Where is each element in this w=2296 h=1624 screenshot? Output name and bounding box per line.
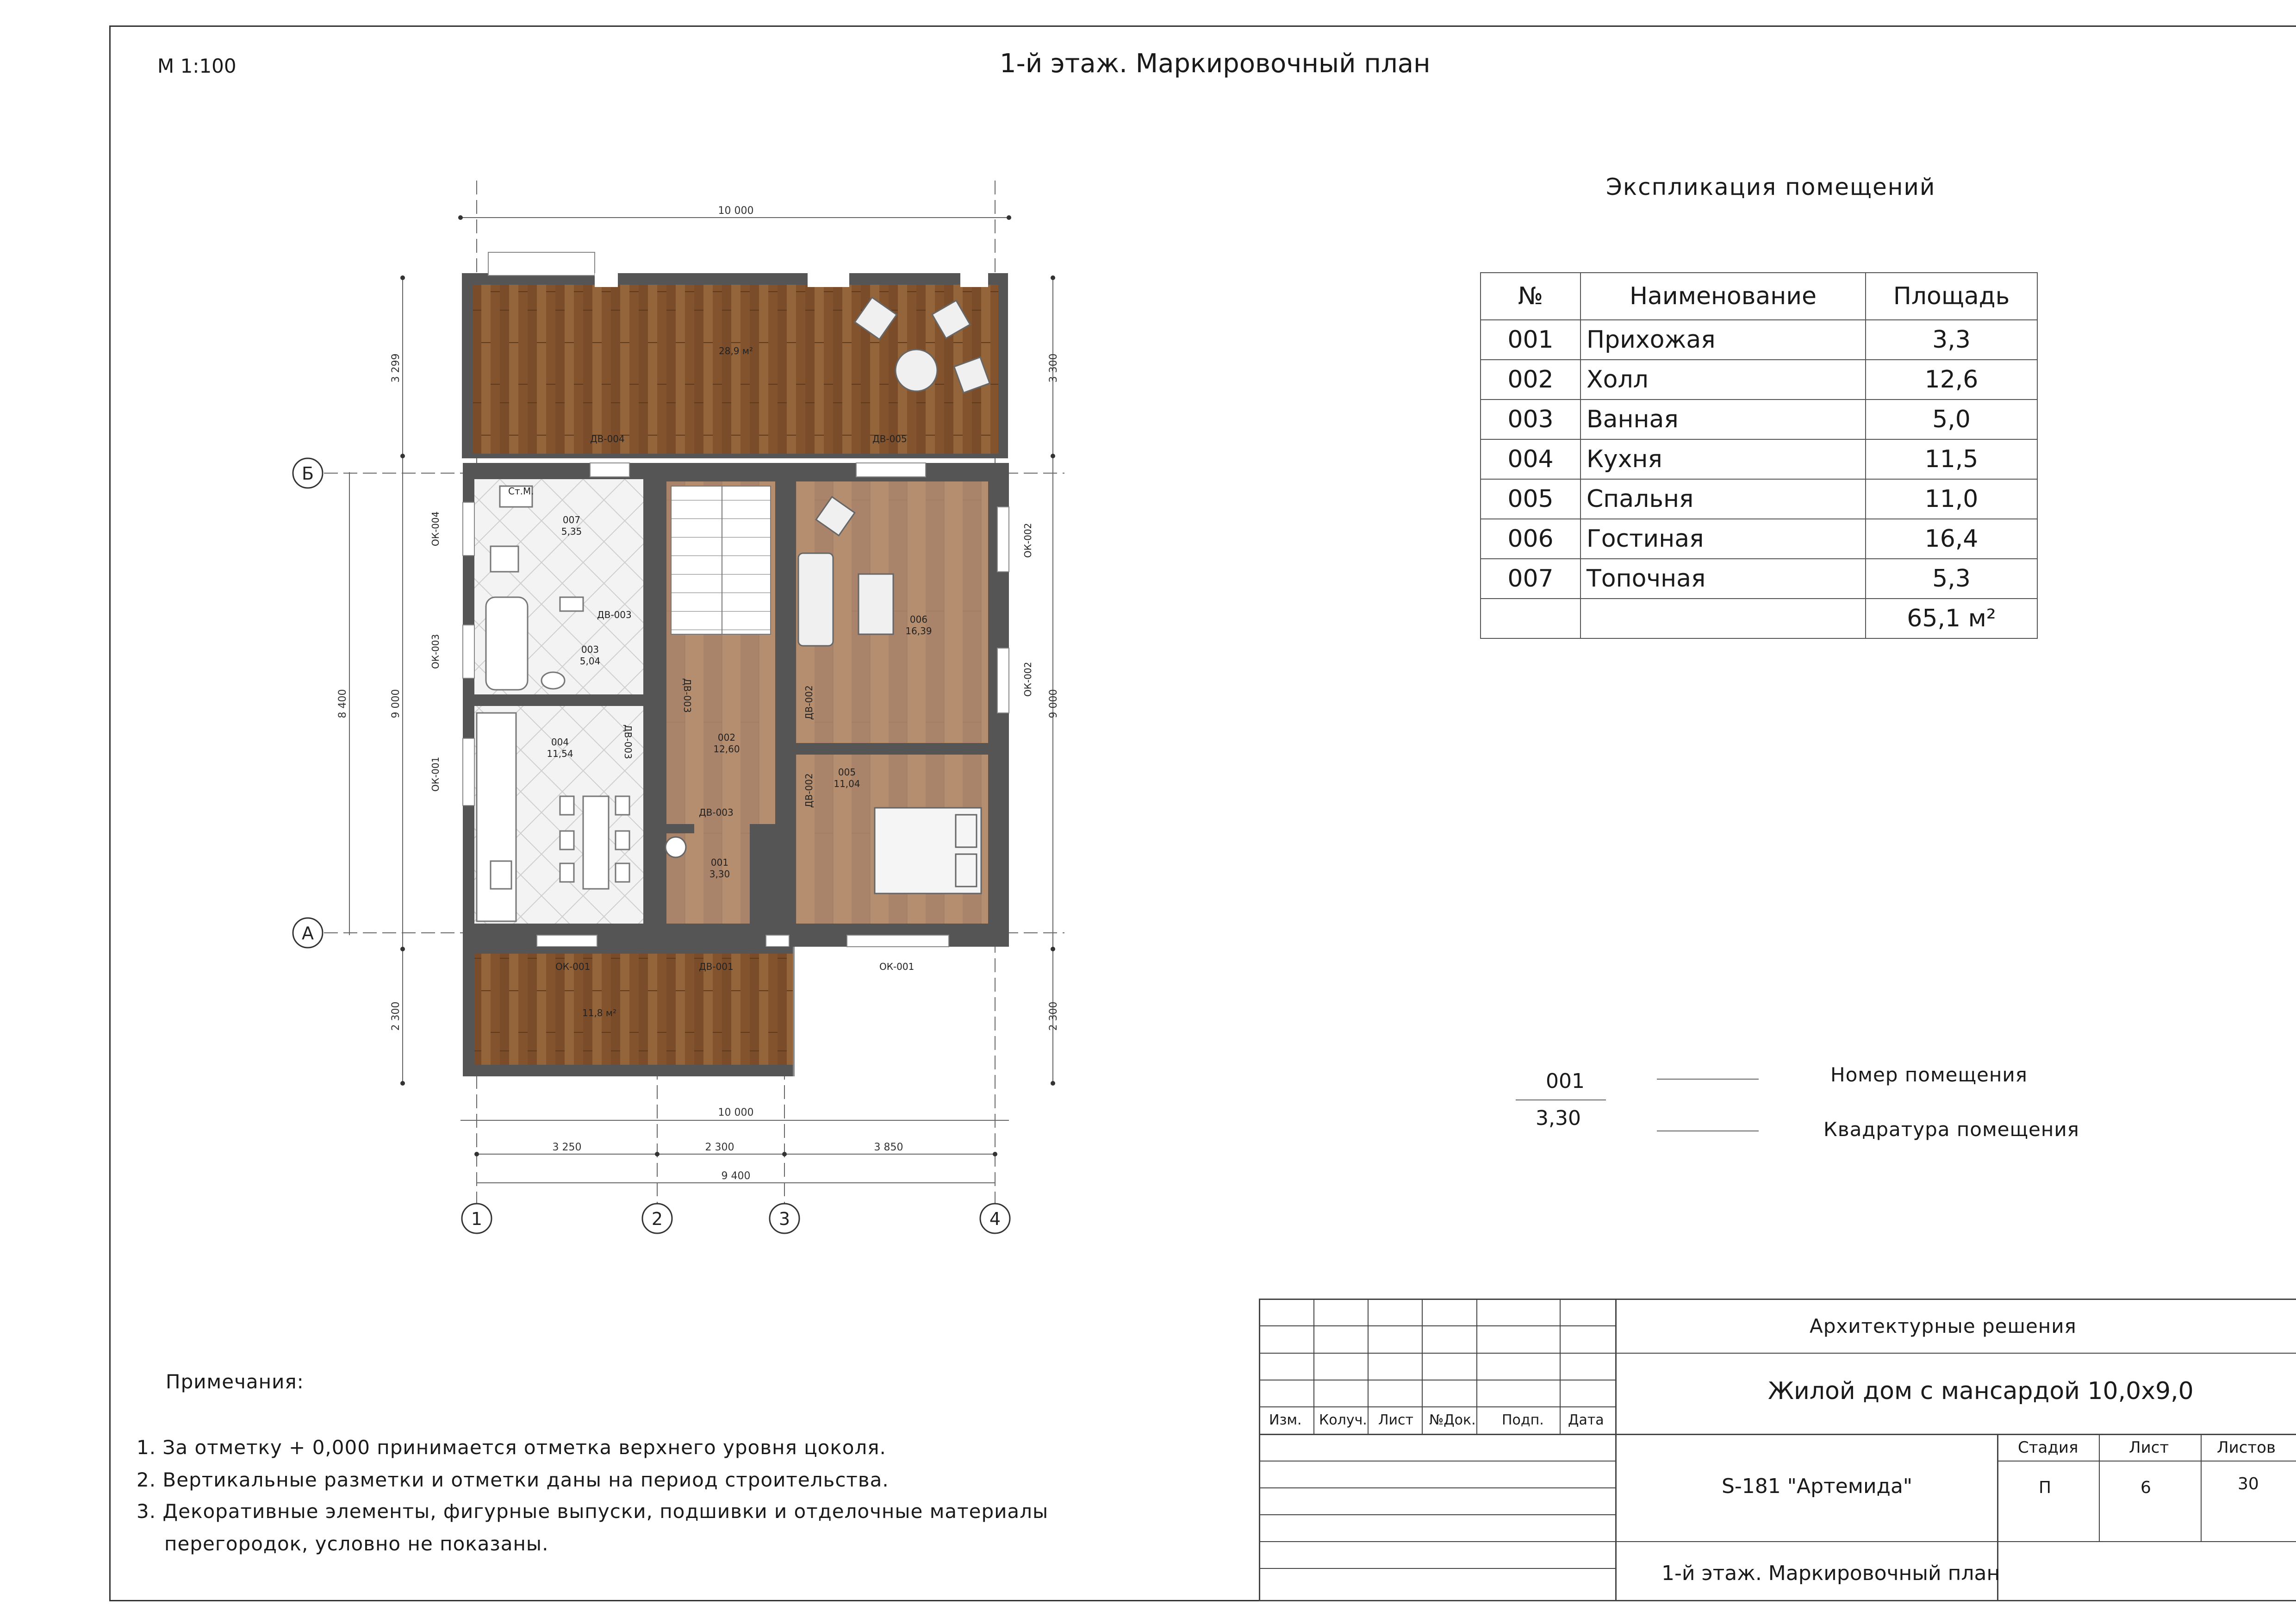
note-item: 1. За отметку + 0,000 принимается отметка верхнего уровня цоколя.	[137, 1436, 886, 1459]
room-004-area: 11,54	[547, 748, 573, 759]
row-area: 12,6	[1866, 360, 2037, 400]
room-006-area: 16,39	[905, 625, 932, 637]
legend-sample-num: 001	[1546, 1069, 1585, 1093]
dim-right-top: 3 300	[1048, 353, 1059, 383]
room-003-area: 5,04	[579, 656, 601, 667]
dim-left-bottom: 2 300	[390, 1001, 402, 1031]
row-num: 007	[1481, 559, 1580, 599]
row-num: 003	[1481, 400, 1580, 439]
tb-code: S-181 "Артемида"	[1722, 1474, 1913, 1498]
explication-table	[1480, 272, 2038, 639]
explication-header-num: №	[1481, 273, 1580, 320]
tb-col-izm: Изм.	[1269, 1412, 1302, 1428]
room-002-num: 002	[717, 732, 736, 743]
dim-bottom-total: 10 000	[718, 1107, 754, 1118]
total-empty-cell	[1481, 599, 1580, 638]
mark-dv004: ДВ-004	[590, 433, 625, 444]
mark-ok003: ОК-003	[430, 634, 441, 669]
axis-3-label: 3	[778, 1209, 790, 1229]
table-row	[1481, 439, 2037, 479]
notes-title: Примечания:	[166, 1370, 304, 1393]
table-row	[1481, 320, 2037, 360]
tb-stage: П	[2039, 1478, 2052, 1497]
mark-dv002-bedroom: ДВ-002	[803, 773, 815, 808]
row-name: Ванная	[1580, 400, 1866, 439]
row-name: Прихожая	[1580, 320, 1866, 360]
row-num: 001	[1481, 320, 1580, 360]
tb-col-data: Дата	[1568, 1412, 1604, 1428]
total-empty-cell	[1580, 599, 1866, 638]
row-area: 16,4	[1866, 519, 2037, 559]
explication-header-area: Площадь	[1866, 273, 2037, 320]
terrace-bottom-area: 11,8 м²	[582, 1007, 616, 1018]
room-005-num: 005	[838, 767, 856, 778]
row-area: 5,0	[1866, 400, 2037, 439]
table-row	[1481, 519, 2037, 559]
axis-2-label: 2	[651, 1209, 663, 1229]
row-num: 006	[1481, 519, 1580, 559]
row-name: Топочная	[1580, 559, 1866, 599]
explication-total-row	[1481, 599, 2037, 638]
scale-label: М 1:100	[157, 55, 236, 77]
room-001-num: 001	[710, 857, 729, 868]
tb-col-podp: Подп.	[1502, 1412, 1544, 1428]
legend-sample-area: 3,30	[1536, 1106, 1581, 1130]
note-item: перегородок, условно не показаны.	[164, 1532, 549, 1555]
tb-sheets-label: Листов	[2217, 1438, 2276, 1457]
explication-title: Экспликация помещений	[1606, 174, 1936, 200]
room-006-num: 006	[909, 614, 928, 625]
room-001-area: 3,30	[709, 868, 730, 880]
row-num: 002	[1481, 360, 1580, 400]
legend-leader-num	[1657, 1079, 1759, 1080]
note-item: 2. Вертикальные разметки и отметки даны на период строительства.	[137, 1468, 889, 1491]
title-block	[1259, 1299, 2296, 1601]
mark-ok002-bottom: ОК-002	[1022, 662, 1033, 697]
tb-project: Жилой дом с мансардой 10,0х9,0	[1768, 1377, 2194, 1405]
tb-sheet-name: 1-й этаж. Маркировочный план	[1661, 1562, 2000, 1585]
tb-col-ndok: №Док.	[1429, 1412, 1476, 1428]
tb-sheet-label: Лист	[2129, 1438, 2169, 1457]
mark-dv003-v2: ДВ-003	[622, 725, 634, 759]
mark-dv002-living: ДВ-002	[803, 685, 815, 720]
dim-bottom-axis: 9 400	[721, 1170, 751, 1182]
row-area: 11,5	[1866, 439, 2037, 479]
dim-bottom-seg3: 3 850	[874, 1142, 903, 1153]
dim-right-bottom: 2 300	[1048, 1001, 1059, 1031]
row-num: 004	[1481, 439, 1580, 479]
room-002-area: 12,60	[713, 743, 740, 755]
sheet-title: 1-й этаж. Маркировочный план	[1000, 49, 1431, 79]
row-name: Спальня	[1580, 479, 1866, 519]
dim-left-mid: 8 400	[337, 689, 348, 718]
mark-ok001-left: ОК-001	[430, 756, 441, 792]
note-item: 3. Декоративные элементы, фигурные выпуски, подшивки и отделочные материалы	[137, 1500, 1049, 1523]
mark-dv003-hall: ДВ-003	[699, 807, 734, 818]
row-area: 3,3	[1866, 320, 2037, 360]
dim-top: 10 000	[718, 205, 754, 217]
row-area: 5,3	[1866, 559, 2037, 599]
tb-sheets-total: 30	[2238, 1474, 2259, 1493]
room-004-num: 004	[551, 737, 569, 748]
tb-sheet-no: 6	[2140, 1478, 2151, 1497]
dim-bottom-seg2: 2 300	[705, 1142, 734, 1153]
legend-area-label: Квадратура помещения	[1823, 1118, 2079, 1141]
terrace-bottom-floor	[474, 954, 794, 1065]
mark-stm: Ст.М.	[508, 486, 534, 497]
terrace-top-area: 28,9 м²	[719, 345, 753, 356]
axis-a-label: А	[302, 923, 314, 943]
mark-dv003-v1: ДВ-003	[682, 678, 693, 713]
table-row	[1481, 479, 2037, 519]
axis-b-label: Б	[301, 463, 314, 484]
room-007-num: 007	[562, 514, 581, 525]
dim-right-mid: 9 000	[1048, 689, 1059, 718]
tb-col-list: Лист	[1378, 1412, 1414, 1428]
explication-header-name: Наименование	[1580, 273, 1866, 320]
table-row	[1481, 360, 2037, 400]
row-num: 005	[1481, 479, 1580, 519]
explication-total: 65,1 м²	[1866, 599, 2037, 638]
explication-header-row	[1481, 273, 2037, 320]
row-area: 11,0	[1866, 479, 2037, 519]
mark-dv001: ДВ-001	[699, 961, 734, 972]
room-007-area: 5,35	[561, 526, 582, 537]
tb-col-koluch: Колуч.	[1319, 1412, 1367, 1428]
tb-stage-label: Стадия	[2018, 1438, 2078, 1457]
mark-ok002-top: ОК-002	[1022, 523, 1033, 558]
room-003-num: 003	[581, 644, 599, 655]
legend-divider	[1516, 1099, 1606, 1100]
floor-plan	[0, 0, 1250, 1273]
row-name: Гостиная	[1580, 519, 1866, 559]
mark-dv005: ДВ-005	[872, 433, 907, 444]
mark-ok001-bottom-right: ОК-001	[879, 961, 915, 972]
mark-ok001-bottom-left: ОК-001	[555, 961, 591, 972]
row-name: Кухня	[1580, 439, 1866, 479]
table-row	[1481, 559, 2037, 599]
room-005-area: 11,04	[834, 778, 860, 789]
mark-ok004: ОК-004	[430, 511, 441, 546]
table-row	[1481, 400, 2037, 439]
mark-dv003-bath: ДВ-003	[597, 609, 632, 620]
axis-4-label: 4	[989, 1209, 1001, 1229]
axis-1-label: 1	[471, 1209, 483, 1229]
tb-section: Архитектурные решения	[1810, 1315, 2077, 1337]
row-name: Холл	[1580, 360, 1866, 400]
legend-num-label: Номер помещения	[1830, 1063, 2028, 1086]
dim-bottom-seg1: 3 250	[552, 1142, 582, 1153]
dim-left-full: 9 000	[390, 689, 402, 718]
dim-left-top: 3 299	[390, 353, 402, 383]
